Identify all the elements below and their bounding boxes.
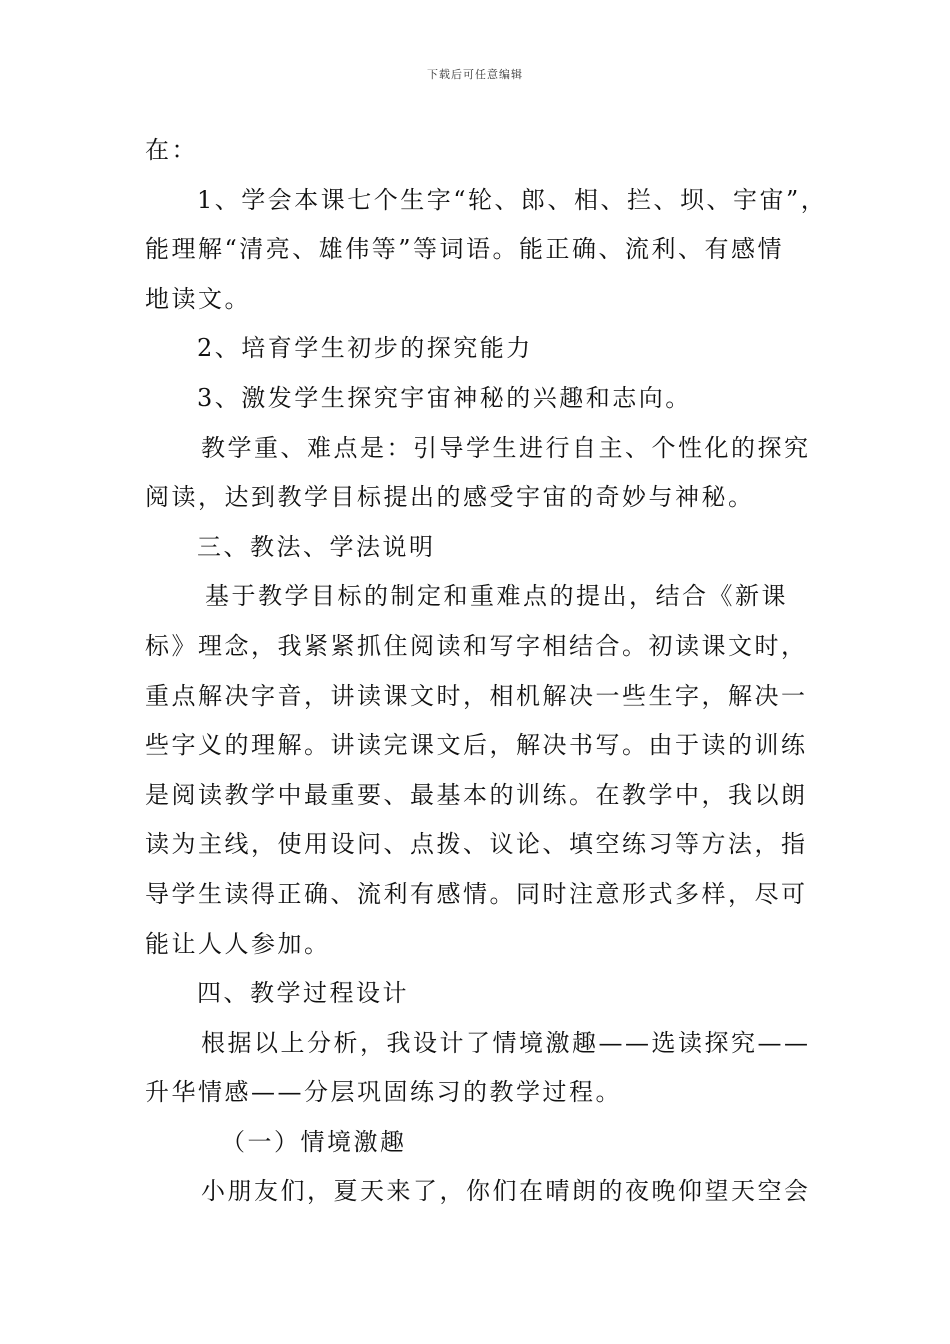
text-line: 能让人人参加。 [145, 929, 331, 958]
text-line: 3、激发学生探究宇宙神秘的兴趣和志向。 [197, 383, 692, 412]
text-line: 四、教学过程设计 [197, 979, 409, 1008]
text-line: 2、培育学生初步的探究能力 [197, 334, 533, 363]
text-line: 根据以上分析，我设计了情境激趣——选读探究—— [201, 1028, 811, 1057]
text-line: （一）情境激趣 [221, 1127, 407, 1156]
text-line: 些字义的理解。讲读完课文后，解决书写。由于读的训练 [145, 731, 808, 760]
text-line: 升华情感——分层巩固练习的教学过程。 [145, 1078, 622, 1107]
page-header: 下载后可任意编辑 [427, 68, 523, 81]
text-line: 小朋友们，夏天来了，你们在晴朗的夜晚仰望天空会 [201, 1177, 811, 1206]
document-body [145, 126, 828, 1217]
text-line: 教学重、难点是：引导学生进行自主、个性化的探究 [201, 433, 811, 462]
text-line: 三、教法、学法说明 [197, 532, 436, 561]
text-line: 地读文。 [145, 284, 251, 313]
text-line: 在： [145, 136, 198, 164]
text-line: 基于教学目标的制定和重难点的提出，结合《新课 [205, 582, 788, 611]
text-line: 导学生读得正确、流利有感情。同时注意形式多样，尽可 [145, 879, 808, 908]
text-line: 重点解决字音，讲读课文时，相机解决一些生字，解决一 [145, 681, 808, 710]
text-line: 读为主线，使用设问、点拨、议论、填空练习等方法，指 [145, 830, 808, 859]
text-line: 是阅读教学中最重要、最基本的训练。在教学中，我以朗 [145, 780, 808, 809]
text-line: 1、学会本课七个生字“轮、郎、相、拦、坝、宇宙”， [197, 185, 828, 214]
text-line: 标》理念，我紧紧抓住阅读和写字相结合。初读课文时， [145, 631, 808, 660]
text-line: 阅读，达到教学目标提出的感受宇宙的奇妙与神秘。 [145, 483, 755, 512]
text-line: 能理解“清亮、雄伟等”等词语。能正确、流利、有感情 [145, 235, 785, 264]
